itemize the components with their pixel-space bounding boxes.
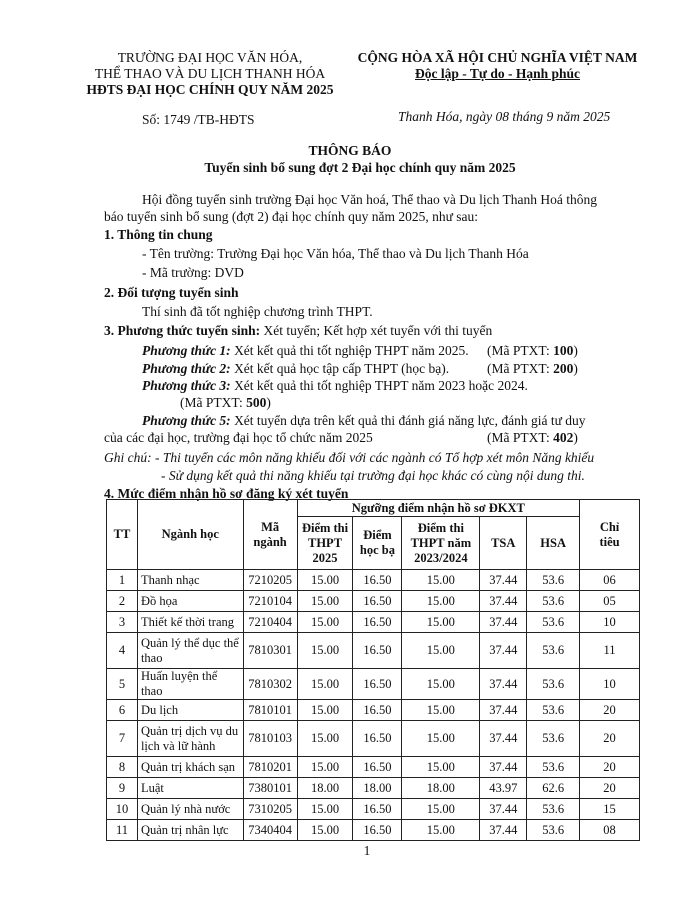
row-tt: 3 [107,612,138,633]
table-header-row-1 [107,500,640,517]
row-major-name: Thiết kế thời trang [137,612,243,633]
method5-text: Xét tuyển dựa trên kết quả thi đánh giá năng lực, đánh giá tư duy [230,413,586,428]
row-major-code: 7210404 [243,612,297,633]
header-major-code [243,500,297,570]
method5-line [142,412,586,429]
institution-name-line1: TRƯỜNG ĐẠI HỌC VĂN HÓA, [117,50,303,65]
method5-code-suffix: ) [573,430,578,445]
table-row [107,757,640,778]
method2-label: Phương thức 2: [142,361,231,376]
row-score-tsa: 43.97 [480,778,527,799]
row-tt: 2 [107,591,138,612]
row-major-code: 7210205 [243,570,297,591]
method5-code-prefix: (Mã PTXT: [487,430,554,445]
row-score-thpt-2023-2024: 15.00 [402,820,480,841]
national-motto: Độc lập - Tự do - Hạnh phúc [414,66,581,81]
row-major-name: Quản trị dịch vụ du lịch và lữ hành [137,721,243,757]
method3-line [142,377,528,394]
row-tt: 1 [107,570,138,591]
row-score-thpt-2023-2024: 15.00 [402,721,480,757]
header-major-code-line1: Mã [261,519,280,534]
row-tt: 6 [107,700,138,721]
row-score-thpt-2023-2024: 15.00 [402,612,480,633]
method5-label: Phương thức 5: [142,413,231,428]
header-thpt-2025-line3: 2025 [312,550,338,565]
header-hsa: HSA [527,517,580,570]
table-row [107,612,640,633]
place-date: Thanh Hóa, ngày 08 tháng 9 năm 2025 [398,109,611,124]
method1-text: Xét kết quả thi tốt nghiệp THPT năm 2025. [230,343,469,358]
row-score-tsa: 37.44 [480,700,527,721]
section2-text: Thí sinh đã tốt nghiệp chương trình THPT. [142,304,373,319]
row-score-thpt-2023-2024: 15.00 [402,700,480,721]
row-score-tsa: 37.44 [480,570,527,591]
row-score-tsa: 37.44 [480,669,527,700]
header-quota [580,500,640,570]
row-score-hsa: 53.6 [527,721,580,757]
school-name-item: - Tên trường: Trường Đại học Văn hóa, Thể thao và Du lịch Thanh Hóa [142,246,529,261]
table-row [107,799,640,820]
row-score-tsa: 37.44 [480,591,527,612]
section4-heading: 4. Mức điểm nhận hồ sơ đăng ký xét tuyển [104,486,349,501]
row-major-code: 7810101 [243,700,297,721]
header-thpt-2025-line1: Điểm thi [301,520,349,535]
row-score-thpt-2025: 15.00 [297,721,353,757]
header-thpt-2025 [297,517,353,570]
row-score-hsa: 53.6 [527,700,580,721]
note-line1: Ghi chú: - Thi tuyển các môn năng khiếu đối với các ngành có Tổ hợp xét môn Năng khiếu [104,450,595,465]
method1-label: Phương thức 1: [142,343,231,358]
row-major-code: 7810302 [243,669,297,700]
row-score-hsa: 53.6 [527,591,580,612]
row-quota: 11 [580,633,640,669]
page-number: 1 [363,843,371,858]
row-score-thpt-2025: 15.00 [297,570,353,591]
admission-score-table [106,499,640,841]
header-thpt-2025-line2: THPT [308,535,343,550]
method3-code-prefix: (Mã PTXT: [180,395,247,410]
row-score-thpt-2023-2024: 18.00 [402,778,480,799]
row-score-thpt-2025: 15.00 [297,633,353,669]
row-score-thpt-2025: 15.00 [297,820,353,841]
row-score-transcript: 16.50 [353,633,402,669]
table-row [107,700,640,721]
row-tt: 11 [107,820,138,841]
table-row [107,778,640,799]
row-score-hsa: 62.6 [527,778,580,799]
row-major-name: Đồ họa [137,591,243,612]
method3-code-value: 500 [246,395,267,410]
row-score-thpt-2025: 15.00 [297,591,353,612]
row-score-tsa: 37.44 [480,757,527,778]
row-tt: 8 [107,757,138,778]
row-major-name: Thanh nhạc [137,570,243,591]
method3-code [180,394,271,411]
section3-heading-rest: Xét tuyển; Kết hợp xét tuyển với thi tuyển [260,323,493,338]
row-quota: 06 [580,570,640,591]
method1-line [142,342,469,359]
row-score-transcript: 16.50 [353,570,402,591]
row-score-tsa: 37.44 [480,633,527,669]
row-score-transcript: 16.50 [353,799,402,820]
row-score-thpt-2023-2024: 15.00 [402,669,480,700]
row-tt: 7 [107,721,138,757]
row-score-hsa: 53.6 [527,633,580,669]
row-score-thpt-2025: 15.00 [297,700,353,721]
row-score-thpt-2023-2024: 15.00 [402,799,480,820]
row-quota: 20 [580,757,640,778]
method1-code-value: 100 [553,343,574,358]
row-score-thpt-2025: 15.00 [297,799,353,820]
row-score-transcript: 16.50 [353,757,402,778]
row-score-tsa: 37.44 [480,721,527,757]
method2-code [487,360,578,377]
header-thpt-2023-2024-line3: 2023/2024 [414,550,468,565]
row-tt: 10 [107,799,138,820]
row-score-thpt-2025: 15.00 [297,757,353,778]
header-thpt-2023-2024-line2: THPT năm [410,535,472,550]
method5-code [487,429,578,446]
row-score-transcript: 16.50 [353,612,402,633]
row-quota: 10 [580,612,640,633]
row-score-thpt-2023-2024: 15.00 [402,633,480,669]
table-body [107,570,640,841]
intro-line1: Hội đồng tuyển sinh trường Đại học Văn hoá, Thể thao và Du lịch Thanh Hoá thông [142,192,598,207]
method5-text2: của các đại học, trường đại học tổ chức năm 2025 [104,430,373,445]
row-score-thpt-2023-2024: 15.00 [402,757,480,778]
row-major-code: 7810201 [243,757,297,778]
row-score-transcript: 16.50 [353,820,402,841]
row-score-thpt-2023-2024: 15.00 [402,591,480,612]
header-quota-line1: Chỉ [599,519,620,534]
row-tt: 5 [107,669,138,700]
method1-code-suffix: ) [573,343,578,358]
method1-code-prefix: (Mã PTXT: [487,343,554,358]
row-quota: 20 [580,721,640,757]
method1-code [487,342,578,359]
row-tt: 9 [107,778,138,799]
section3-heading-label: 3. Phương thức tuyển sinh: [104,323,261,338]
row-score-transcript: 18.00 [353,778,402,799]
method2-code-prefix: (Mã PTXT: [487,361,554,376]
section3-heading [104,322,492,339]
table-row [107,570,640,591]
table-row [107,591,640,612]
row-major-name: Quản lý nhà nước [137,799,243,820]
document-number: Số: 1749 /TB-HĐTS [142,112,255,127]
table-row [107,820,640,841]
page-title: THÔNG BÁO [308,143,392,158]
method3-label: Phương thức 3: [142,378,231,393]
header-threshold-group: Ngưỡng điểm nhận hồ sơ ĐKXT [297,500,580,517]
method3-text: Xét kết quả thi tốt nghiệp THPT năm 2023 hoặc 2024. [230,378,528,393]
row-quota: 15 [580,799,640,820]
header-tt: TT [107,500,138,570]
row-major-code: 7210104 [243,591,297,612]
institution-header [80,50,340,98]
method2-code-value: 200 [553,361,574,376]
row-score-hsa: 53.6 [527,820,580,841]
row-major-name: Luật [137,778,243,799]
table-row [107,669,640,700]
row-score-hsa: 53.6 [527,799,580,820]
method2-line [142,360,449,377]
page-subtitle: Tuyển sinh bổ sung đợt 2 Đại học chính quy năm 2025 [204,160,516,175]
row-major-code: 7810103 [243,721,297,757]
school-code-item: - Mã trường: DVD [142,265,244,280]
table-row [107,633,640,669]
row-major-name: Huấn luyện thể thao [137,669,243,700]
section1-heading: 1. Thông tin chung [104,227,213,242]
header-transcript [353,517,402,570]
method2-text: Xét kết quả học tập cấp THPT (học bạ). [230,361,450,376]
row-score-hsa: 53.6 [527,757,580,778]
institution-name-line2: THỂ THAO VÀ DU LỊCH THANH HÓA [94,66,326,81]
header-transcript-line2: học bạ [359,543,395,557]
row-score-transcript: 16.50 [353,700,402,721]
row-major-code: 7310205 [243,799,297,820]
row-score-tsa: 37.44 [480,799,527,820]
note-line2: - Sử dụng kết quả thi năng khiếu tại trường đại học khác có cùng nội dung thi. [161,468,585,483]
header-major: Ngành học [137,500,243,570]
row-tt: 4 [107,633,138,669]
row-score-thpt-2023-2024: 15.00 [402,570,480,591]
table-row [107,721,640,757]
row-major-code: 7380101 [243,778,297,799]
header-major-code-line2: ngành [253,534,287,549]
row-quota: 05 [580,591,640,612]
row-major-code: 7340404 [243,820,297,841]
header-tsa: TSA [480,517,527,570]
row-score-tsa: 37.44 [480,820,527,841]
row-score-thpt-2025: 15.00 [297,669,353,700]
row-major-code: 7810301 [243,633,297,669]
row-score-hsa: 53.6 [527,669,580,700]
row-major-name: Du lịch [137,700,243,721]
method2-code-suffix: ) [573,361,578,376]
row-score-transcript: 16.50 [353,669,402,700]
national-header [355,50,640,82]
national-name: CỘNG HÒA XÃ HỘI CHỦ NGHĨA VIỆT NAM [357,50,638,65]
row-major-name: Quản trị khách sạn [137,757,243,778]
row-score-transcript: 16.50 [353,721,402,757]
row-score-hsa: 53.6 [527,570,580,591]
row-major-name: Quản lý thể dục thể thao [137,633,243,669]
intro-line2: báo tuyển sinh bổ sung (đợt 2) đại học chính quy năm 2025, như sau: [104,209,479,224]
header-transcript-line1: Điểm [363,528,392,542]
row-quota: 10 [580,669,640,700]
method3-code-suffix: ) [266,395,271,410]
row-quota: 20 [580,778,640,799]
council-name: HĐTS ĐẠI HỌC CHÍNH QUY NĂM 2025 [86,82,334,97]
row-score-transcript: 16.50 [353,591,402,612]
row-score-thpt-2025: 15.00 [297,612,353,633]
row-quota: 08 [580,820,640,841]
header-thpt-2023-2024 [402,517,480,570]
method5-code-value: 402 [553,430,574,445]
row-quota: 20 [580,700,640,721]
section2-heading: 2. Đối tượng tuyển sinh [104,285,239,300]
row-major-name: Quản trị nhân lực [137,820,243,841]
row-score-tsa: 37.44 [480,612,527,633]
row-score-thpt-2025: 18.00 [297,778,353,799]
header-thpt-2023-2024-line1: Điểm thi [417,520,464,535]
header-quota-line2: tiêu [599,534,620,549]
row-score-hsa: 53.6 [527,612,580,633]
